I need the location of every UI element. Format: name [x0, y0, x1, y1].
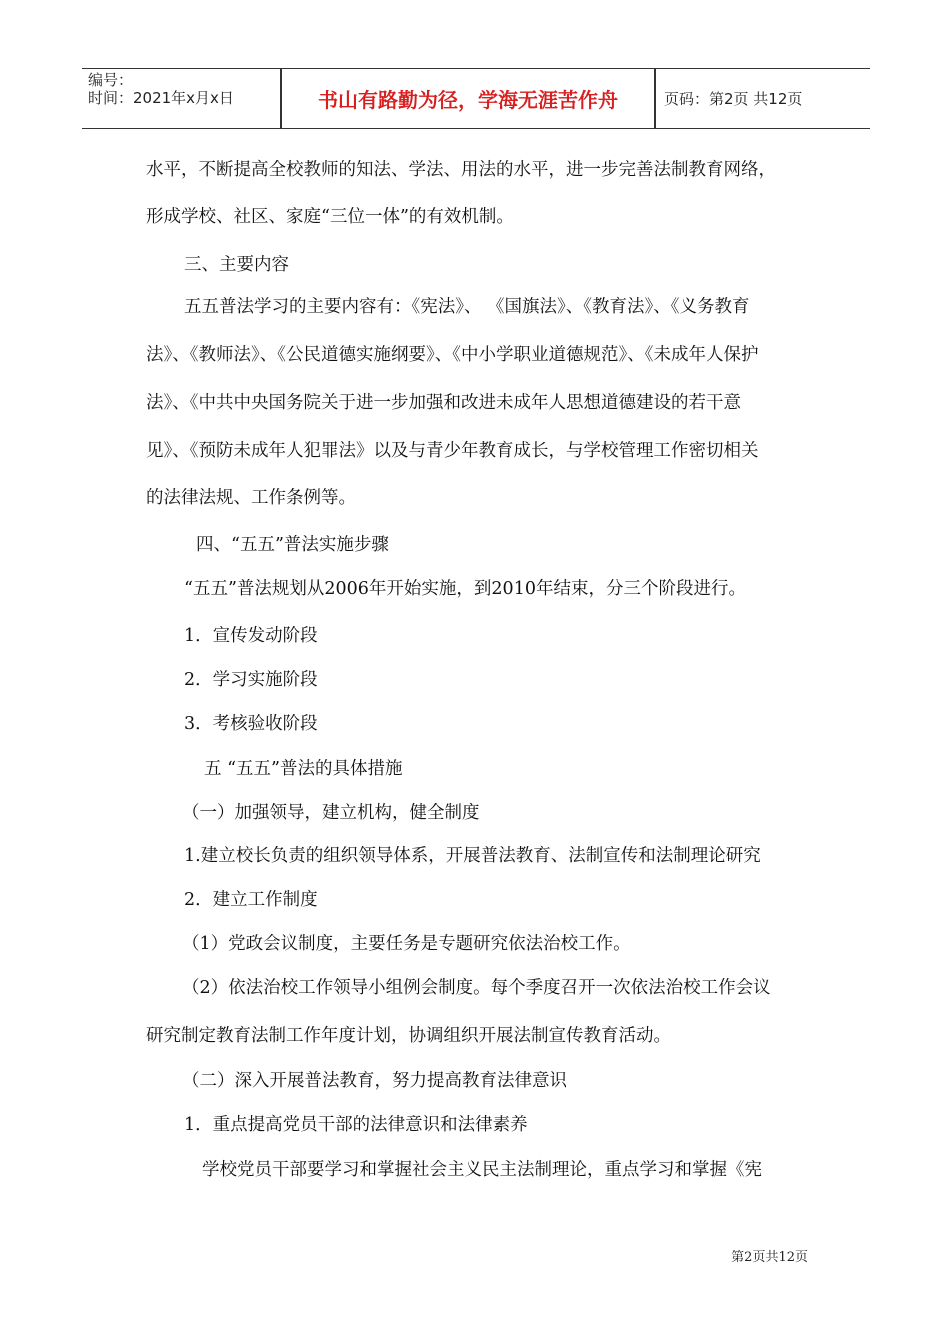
section-heading: 三、主要内容	[184, 255, 289, 275]
body-line: （2）依法治校工作领导小组例会制度。每个季度召开一次依法治校工作会议	[182, 978, 771, 998]
subsection-heading: （二）深入开展普法教育，努力提高教育法律意识	[182, 1071, 567, 1091]
body-line: 1.建立校长负责的组织领导体系，开展普法教育、法制宣传和法制理论研究	[184, 846, 761, 866]
body-line: 五五普法学习的主要内容有：《宪法》、 《国旗法》、《教育法》、《义务教育	[184, 297, 750, 317]
body-line: 形成学校、社区、家庭“三位一体”的有效机制。	[146, 207, 514, 227]
header-page-label: 页码：第2页 共12页	[664, 90, 803, 108]
body-line: （1）党政会议制度，主要任务是专题研究依法治校工作。	[182, 934, 631, 954]
body-line: 的法律法规、工作条例等。	[146, 488, 356, 508]
body-line: 见》、《预防未成年人犯罪法》以及与青少年教育成长，与学校管理工作密切相关	[146, 441, 759, 461]
list-item: 3．考核验收阶段	[184, 714, 318, 734]
body-line: 学校党员干部要学习和掌握社会主义民主法制理论，重点学习和掌握《宪	[202, 1160, 762, 1180]
body-line: 法》、《教师法》、《公民道德实施纲要》、《中小学职业道德规范》、《未成年人保护	[146, 345, 759, 365]
subsection-heading: （一）加强领导，建立机构，健全制度	[182, 803, 480, 823]
list-item: 1．宣传发动阶段	[184, 626, 318, 646]
list-item: 1．重点提高党员干部的法律意识和法律素养	[184, 1115, 528, 1135]
header-number-label: 编号：	[88, 71, 134, 89]
list-item: 2．建立工作制度	[184, 890, 318, 910]
header-time-label: 时间：2021年x月x日	[88, 89, 234, 107]
page-header	[82, 68, 870, 129]
body-line: 水平，不断提高全校教师的知法、学法、用法的水平，进一步完善法制教育网络，	[146, 160, 776, 180]
section-heading: 四、“五五”普法实施步骤	[196, 535, 389, 555]
header-motto: 书山有路勤为径，学海无涯苦作舟	[318, 88, 618, 112]
page-footer: 第2页共12页	[731, 1250, 808, 1265]
list-item: 2．学习实施阶段	[184, 670, 318, 690]
header-meta	[88, 71, 234, 107]
header-divider-right	[654, 69, 656, 128]
section-heading: 五 “五五”普法的具体措施	[204, 759, 403, 779]
body-line: 研究制定教育法制工作年度计划，协调组织开展法制宣传教育活动。	[146, 1026, 671, 1046]
body-line: 法》、《中共中央国务院关于进一步加强和改进未成年人思想道德建设的若干意	[146, 393, 741, 413]
body-line: “五五”普法规划从2006年开始实施，到2010年结束，分三个阶段进行。	[184, 579, 746, 599]
